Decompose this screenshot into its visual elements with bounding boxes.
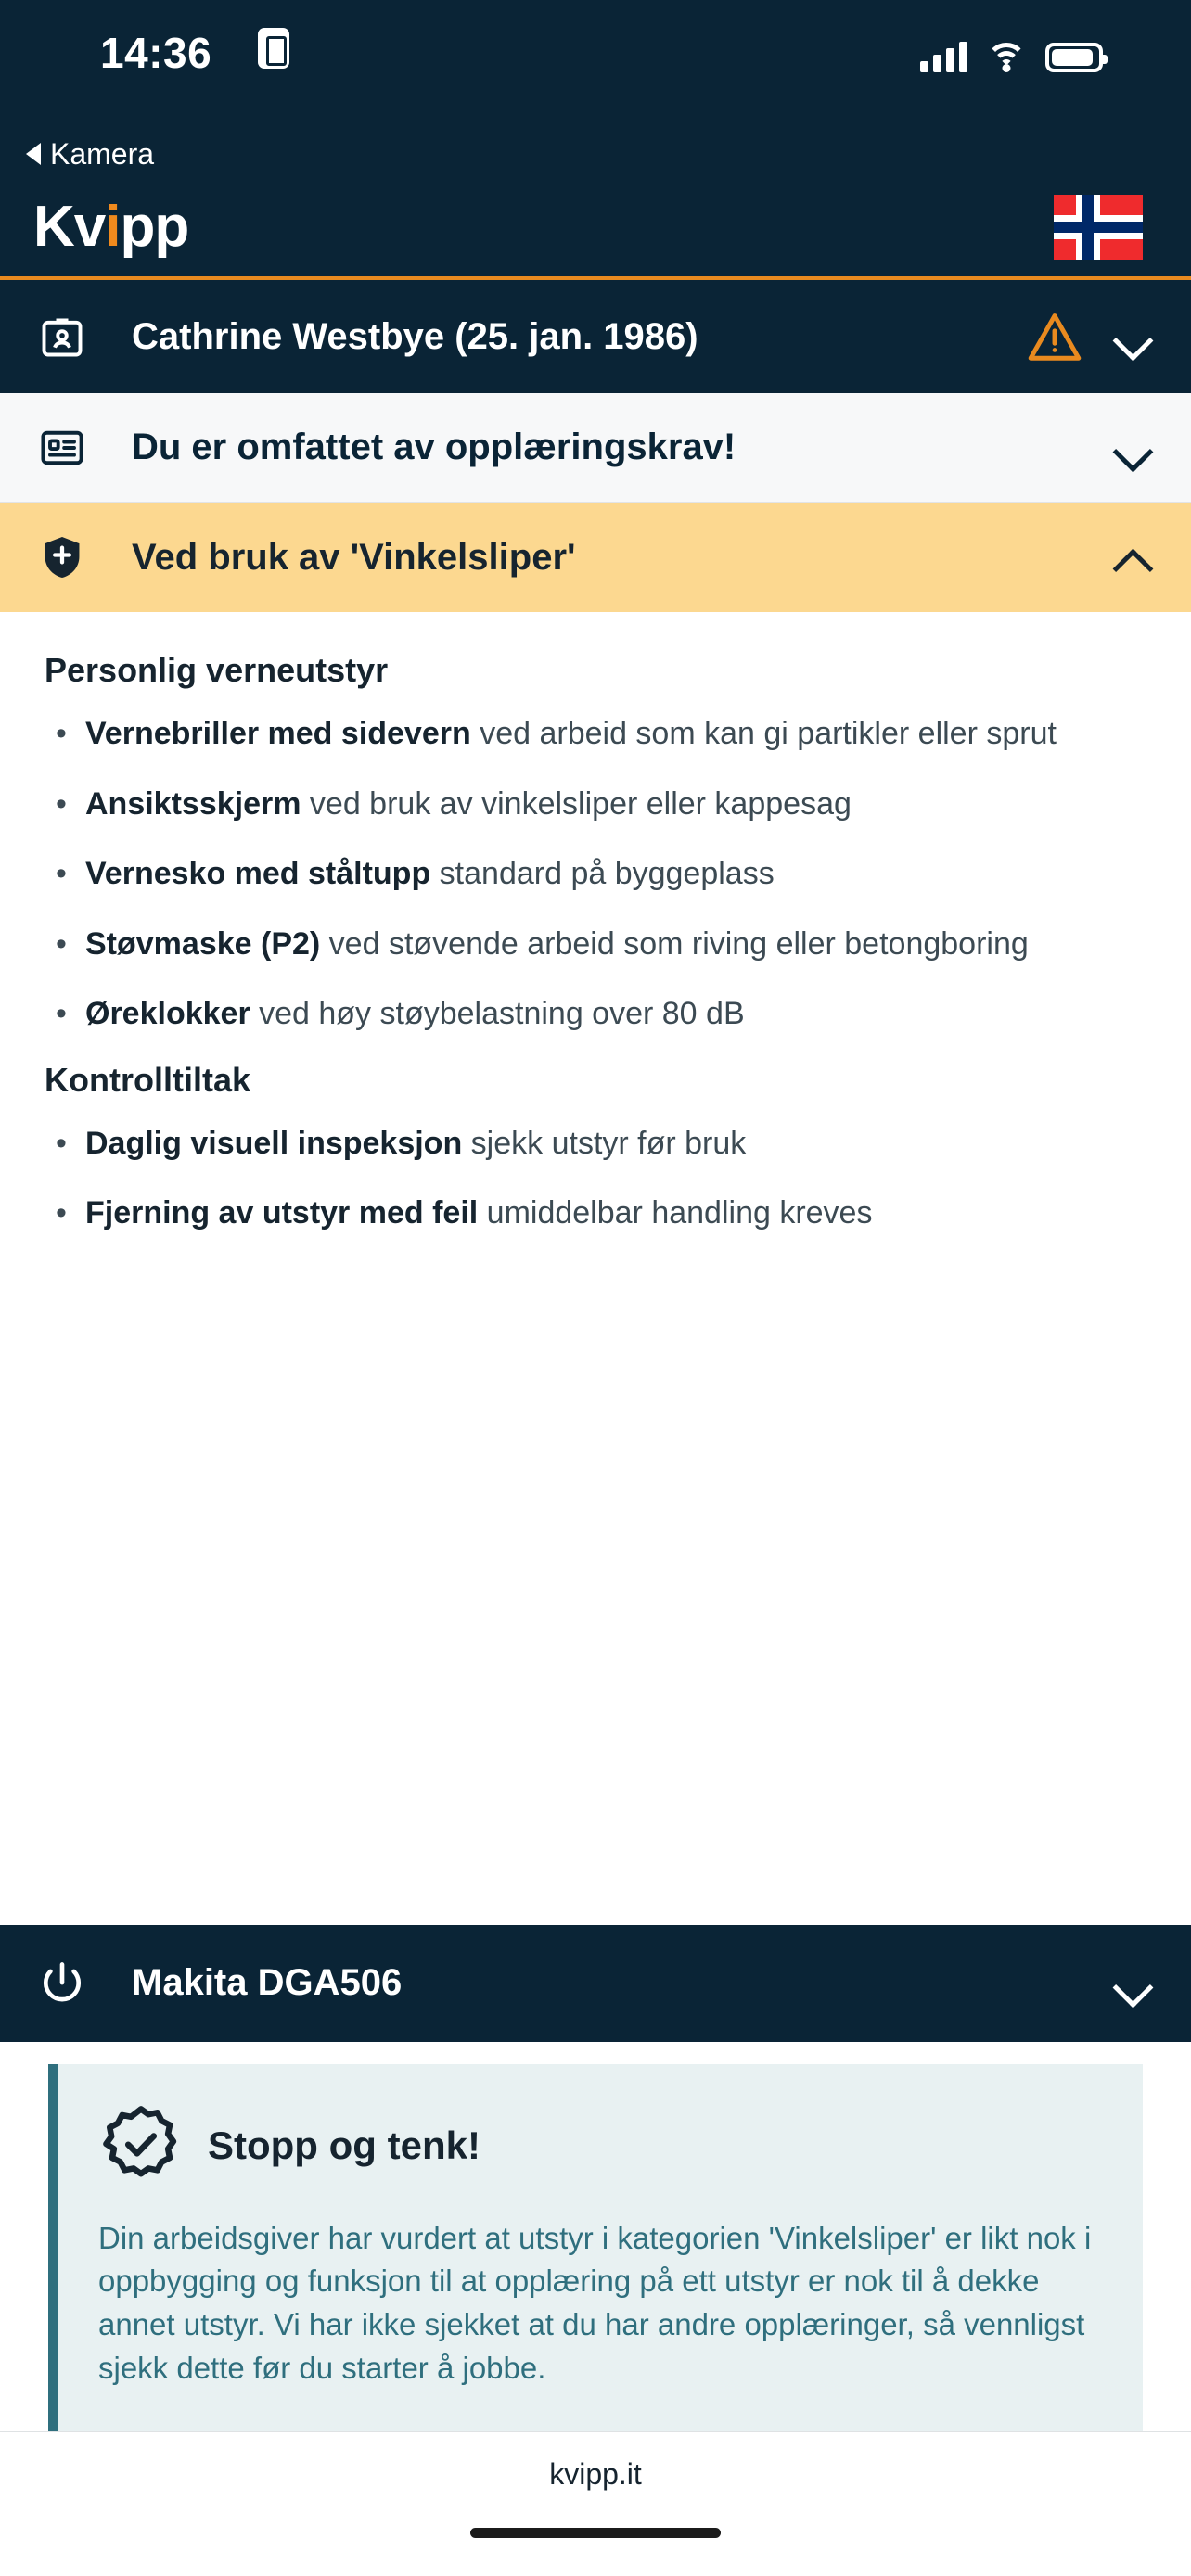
screen-record-icon [258,28,289,69]
logo-v: v [73,195,106,259]
battery-icon [1045,43,1103,72]
accordion-person[interactable] [0,280,1191,393]
back-arrow-icon [26,143,41,165]
bullet-bold-text: Vernesko med ståltupp [85,856,431,892]
info-card-text: Din arbeidsgiver har vurdert at utstyr i kategorien 'Vinkelsliper' er likt nok i oppbygging og funksjon til at opplæring på ett utstyr er nok til å dekke annet utstyr. Vi har ikke sjekket at du har andre opplæringer, så vennligst sjekk dette før du starter å jobbe. [98,2220,1092,2386]
bullet-rest-text: sjekk utstyr før bruk [462,1125,747,1161]
section-heading-controls: Kontrolltiltak [45,1060,250,1099]
list-card-icon [35,421,89,475]
back-to-camera-label: Kamera [50,136,155,171]
stop-and-think-card [48,2064,1143,2431]
site-url: kvipp.it [549,2457,642,2491]
info-card-wrapper [0,2042,1191,2431]
chevron-up-icon[interactable] [1115,540,1150,575]
list-item [0,770,1191,840]
list-item [0,910,1191,980]
list-item [0,1179,1191,1249]
chevron-down-icon[interactable] [1115,430,1150,465]
bullet-rest-text: ved bruk av vinkelsliper eller kappesag [301,785,852,822]
list-item [0,699,1191,770]
accordion-equipment-usage[interactable] [0,503,1191,612]
home-indicator[interactable] [0,2517,1191,2576]
accordion-device[interactable] [0,1925,1191,2042]
bullet-bold-text: Øreklokker [85,996,250,1032]
chevron-down-icon[interactable] [1115,319,1150,354]
bullet-bold-text: Vernebriller med sidevern [85,716,471,751]
logo-k: K [33,195,74,259]
device-name: Makita DGA506 [132,1962,403,2004]
logo-i: i [105,195,121,259]
bullet-bold-text: Fjerning av utstyr med feil [85,1195,479,1231]
power-icon [35,1957,89,2010]
bullet-rest-text: ved høy støybelastning over 80 dB [250,996,745,1032]
browser-site-label[interactable] [0,2431,1191,2517]
list-item [0,839,1191,910]
shield-plus-icon [35,530,89,584]
bullet-bold-text: Ansiktsskjerm [85,785,301,822]
person-name: Cathrine Westbye (25. jan. 1986) [132,315,698,357]
verified-badge-icon [98,2101,184,2191]
logo-pp: pp [120,195,189,259]
status-time: 14:36 [100,29,212,77]
section-heading-ppe: Personlig verneutstyr [45,651,389,689]
id-card-icon [35,310,89,363]
accordion-training-requirement[interactable] [0,393,1191,503]
list-item [0,1109,1191,1180]
back-to-camera-link[interactable] [0,130,1191,178]
bullet-bold-text: Daglig visuell inspeksjon [85,1125,463,1161]
bullet-rest-text: umiddelbar handling kreves [478,1195,873,1231]
chevron-down-icon[interactable] [1115,1966,1150,2001]
status-indicators [920,41,1103,72]
brand-bar [0,178,1191,280]
warning-triangle-icon[interactable] [1026,310,1083,363]
bullet-rest-text: standard på byggeplass [430,856,775,892]
wifi-icon [986,41,1027,72]
training-requirement-title: Du er omfattet av opplæringskrav! [132,427,736,467]
kvipp-logo[interactable] [33,195,189,259]
list-item [0,979,1191,1050]
info-card-header [98,2101,1102,2191]
bullet-rest-text: ved arbeid som kan gi partikler eller sprut [470,716,1057,751]
expanded-content [0,612,1191,1925]
cellular-signal-icon [920,41,967,72]
info-card-title: Stopp og tenk! [208,2123,480,2168]
bullet-bold-text: Støvmaske (P2) [85,925,321,962]
status-bar [0,0,1191,130]
norway-flag-icon[interactable] [1054,195,1143,260]
equipment-usage-title: Ved bruk av 'Vinkelsliper' [132,536,576,578]
bullet-rest-text: ved støvende arbeid som riving eller betongboring [320,925,1029,962]
